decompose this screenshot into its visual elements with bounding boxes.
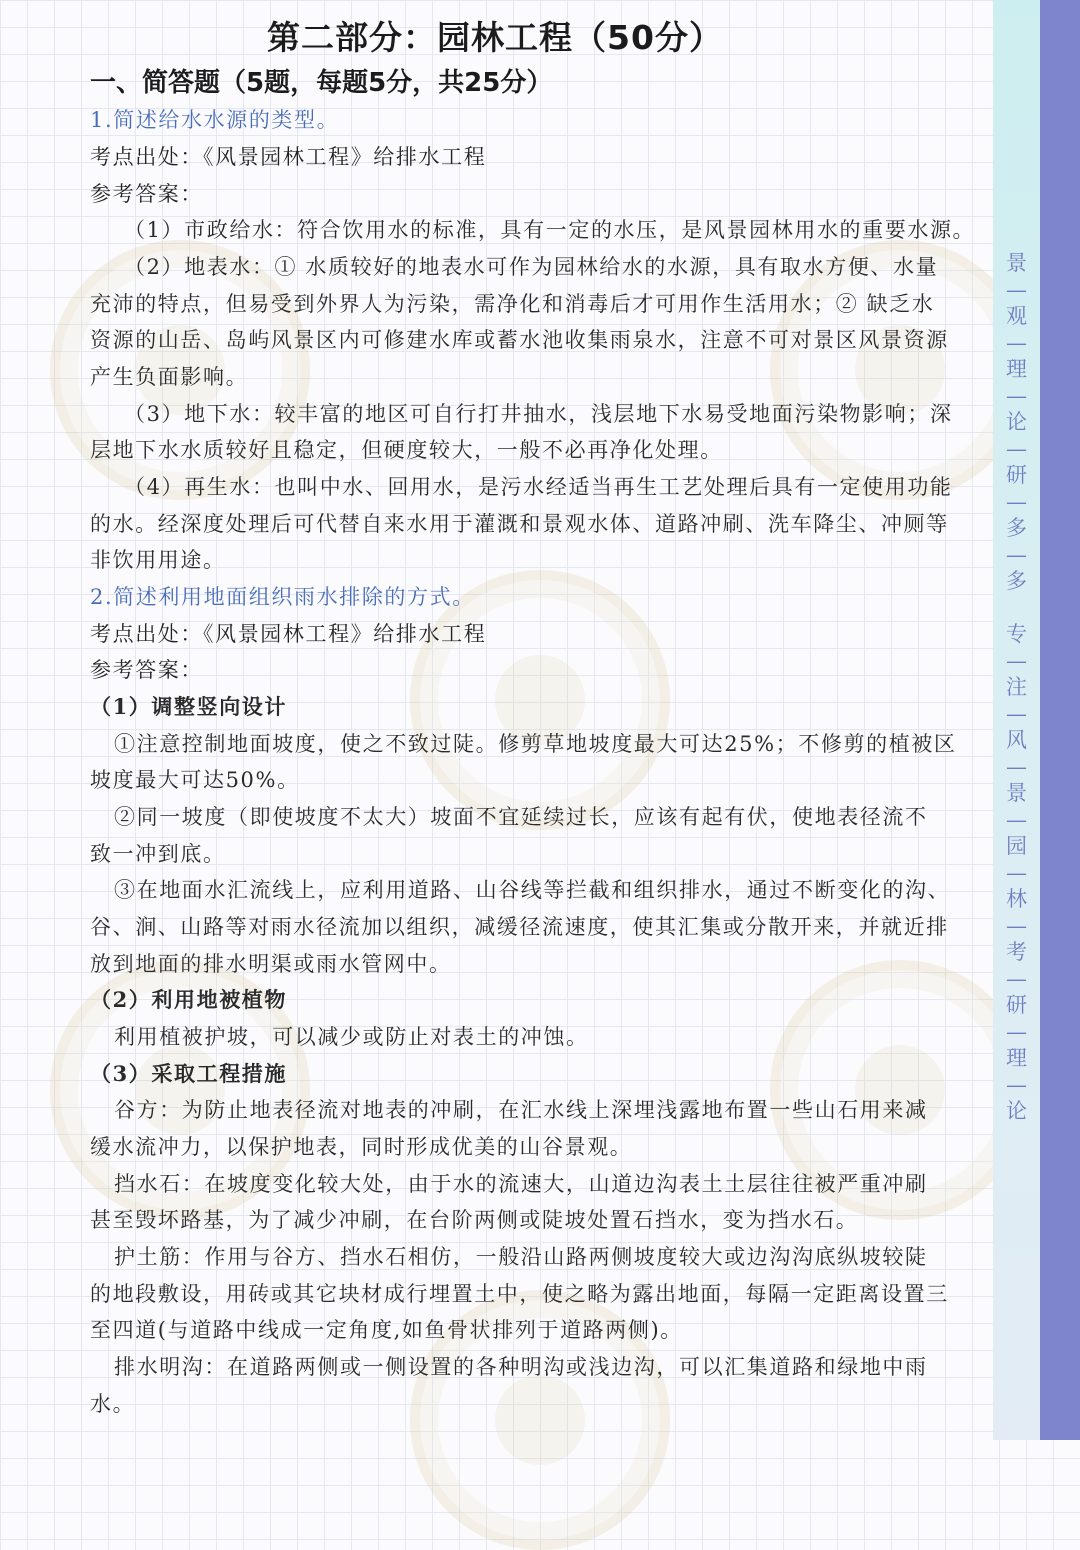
sidebar-vertical-char: — [1006,966,1027,991]
q1-source: 考点出处：《风景园林工程》给排水工程 [90,145,487,169]
q2-answer-line: 至四道(与道路中线成一定角度,如鱼骨状排列于道路两侧)。 [90,1318,683,1342]
sidebar-vertical-char: — [1006,542,1027,567]
q1-answer-line: （3）地下水：较丰富的地区可自行打井抽水，浅层地下水易受地面污染物影响；深 [124,402,953,426]
sidebar-vertical-char: 研 [1006,993,1027,1017]
q2-subheading-2: （2）利用地被植物 [90,987,288,1012]
q2-answer-line: 谷方：为防止地表径流对地表的冲刷，在汇水线上深埋浅露地布置一些山石用来减 [114,1098,928,1122]
sidebar-vertical-char: 考 [1006,940,1027,964]
q1-answer-line: （4）再生水：也叫中水、回用水，是污水经适当再生工艺处理后具有一定使用功能 [124,475,953,499]
sidebar-vertical-char: — [1006,754,1027,779]
sidebar-vertical-char: — [1006,648,1027,673]
q2-answer-line: 谷、涧、山路等对雨水径流加以组织，减缓径流速度，使其汇集或分散开来，并就近排 [90,915,949,939]
question-1: 1.简述给水水源的类型。 [90,108,340,132]
sidebar-vertical-char [1013,595,1020,622]
sidebar-vertical-char: 多 [1006,516,1027,540]
sidebar-vertical-char: 林 [1006,887,1027,911]
q2-answer-line: 缓水流冲力，以保护地表，同时形成优美的山谷景观。 [90,1135,633,1159]
sidebar-vertical-char: 观 [1006,304,1027,328]
q1-answer-line: 层地下水水质较好且稳定，但硬度较大，一般不必再净化处理。 [90,438,723,462]
q2-answer-line: 致一冲到底。 [90,842,226,866]
q2-answer-label: 参考答案： [90,658,203,682]
q2-answer-line: 水。 [90,1392,136,1416]
q1-answer-line: （1）市政给水：符合饮用水的标准，具有一定的水压，是风景园林用水的重要水源。 [124,218,976,242]
q2-answer-line: 坡度最大可达50%。 [90,768,300,792]
sidebar-vertical-text [993,250,1040,1125]
q1-answer-line: 资源的山岳、岛屿风景区内可修建水库或蓄水池收集雨泉水，注意不可对景区风景资源 [90,328,949,352]
sidebar-vertical-char: 论 [1006,1099,1027,1123]
sidebar-vertical-char: 专 [1006,622,1027,646]
sidebar-vertical-char: 研 [1006,463,1027,487]
q2-answer-line: ②同一坡度（即使坡度不太大）坡面不宜延续过长，应该有起有伏，使地表径流不 [114,805,928,829]
q2-source: 考点出处：《风景园林工程》给排水工程 [90,622,487,646]
q2-answer-line: 甚至毁坏路基，为了减少冲刷，在台阶两侧或陡坡处置石挡水，变为挡水石。 [90,1208,859,1232]
sidebar-dark-band [1040,0,1080,1440]
q1-answer-line: 非饮用用途。 [90,548,226,572]
q1-answer-label: 参考答案： [90,182,203,206]
sidebar-vertical-char: — [1006,489,1027,514]
q1-answer-line: 充沛的特点，但易受到外界人为污染，需净化和消毒后才可用作生活用水；② 缺乏水 [90,292,935,316]
q2-answer-line: 放到地面的排水明渠或雨水管网中。 [90,952,452,976]
q2-answer-line: ③在地面水汇流线上，应利用道路、山谷线等拦截和组织排水，通过不断变化的沟、 [114,878,951,902]
sidebar-vertical-char: — [1006,913,1027,938]
sidebar-vertical-char: 景 [1006,781,1027,805]
sidebar-vertical-char: 园 [1006,834,1027,858]
q2-answer-line: 利用植被护坡，可以减少或防止对表土的冲蚀。 [114,1025,589,1049]
sidebar-vertical-char: 注 [1006,675,1027,699]
sidebar-vertical-char: — [1006,1072,1027,1097]
q2-answer-line: 护土筋：作用与谷方、挡水石相仿，一般沿山路两侧坡度较大或边沟沟底纵坡较陡 [114,1245,928,1269]
sidebar-vertical-char: — [1006,701,1027,726]
page-title: 第二部分：园林工程（50分） [267,18,723,57]
q2-answer-line: 挡水石：在坡度变化较大处，由于水的流速大，山道边沟表土土层往往被严重冲刷 [114,1172,928,1196]
sidebar-vertical-char: 景 [1006,251,1027,275]
question-2: 2.简述利用地面组织雨水排除的方式。 [90,585,475,609]
sidebar-vertical-char: — [1006,860,1027,885]
sidebar-vertical-char: 风 [1006,728,1027,752]
q2-answer-line: 的地段敷设，用砖或其它块材成行埋置土中，使之略为露出地面，每隔一定距离设置三 [90,1282,949,1306]
sidebar-vertical-char: 理 [1006,357,1027,381]
sidebar-vertical-char: 论 [1006,410,1027,434]
sidebar-vertical-char: 理 [1006,1046,1027,1070]
q1-answer-line: 的水。经深度处理后可代替自来水用于灌溉和景观水体、道路冲刷、洗车降尘、冲厕等 [90,512,949,536]
sidebar-vertical-char: — [1006,383,1027,408]
q2-subheading-3: （3）采取工程措施 [90,1061,288,1086]
q1-answer-line: （2）地表水：① 水质较好的地表水可作为园林给水的水源，具有取水方便、水量 [124,255,939,279]
sidebar-vertical-char: — [1006,330,1027,355]
sidebar-vertical-char: — [1006,277,1027,302]
section-heading: 一、简答题（5题，每题5分，共25分） [90,68,553,98]
q1-answer-line: 产生负面影响。 [90,365,249,389]
q2-answer-line: 排水明沟：在道路两侧或一侧设置的各种明沟或浅边沟，可以汇集道路和绿地中雨 [114,1355,928,1379]
sidebar-vertical-char: — [1006,1019,1027,1044]
q2-answer-line: ①注意控制地面坡度，使之不致过陡。修剪草地坡度最大可达25%；不修剪的植被区 [114,732,957,756]
sidebar-vertical-char: — [1006,807,1027,832]
sidebar-vertical-char: 多 [1006,569,1027,593]
sidebar-vertical-char: — [1006,436,1027,461]
q2-subheading-1: （1）调整竖向设计 [90,694,288,719]
